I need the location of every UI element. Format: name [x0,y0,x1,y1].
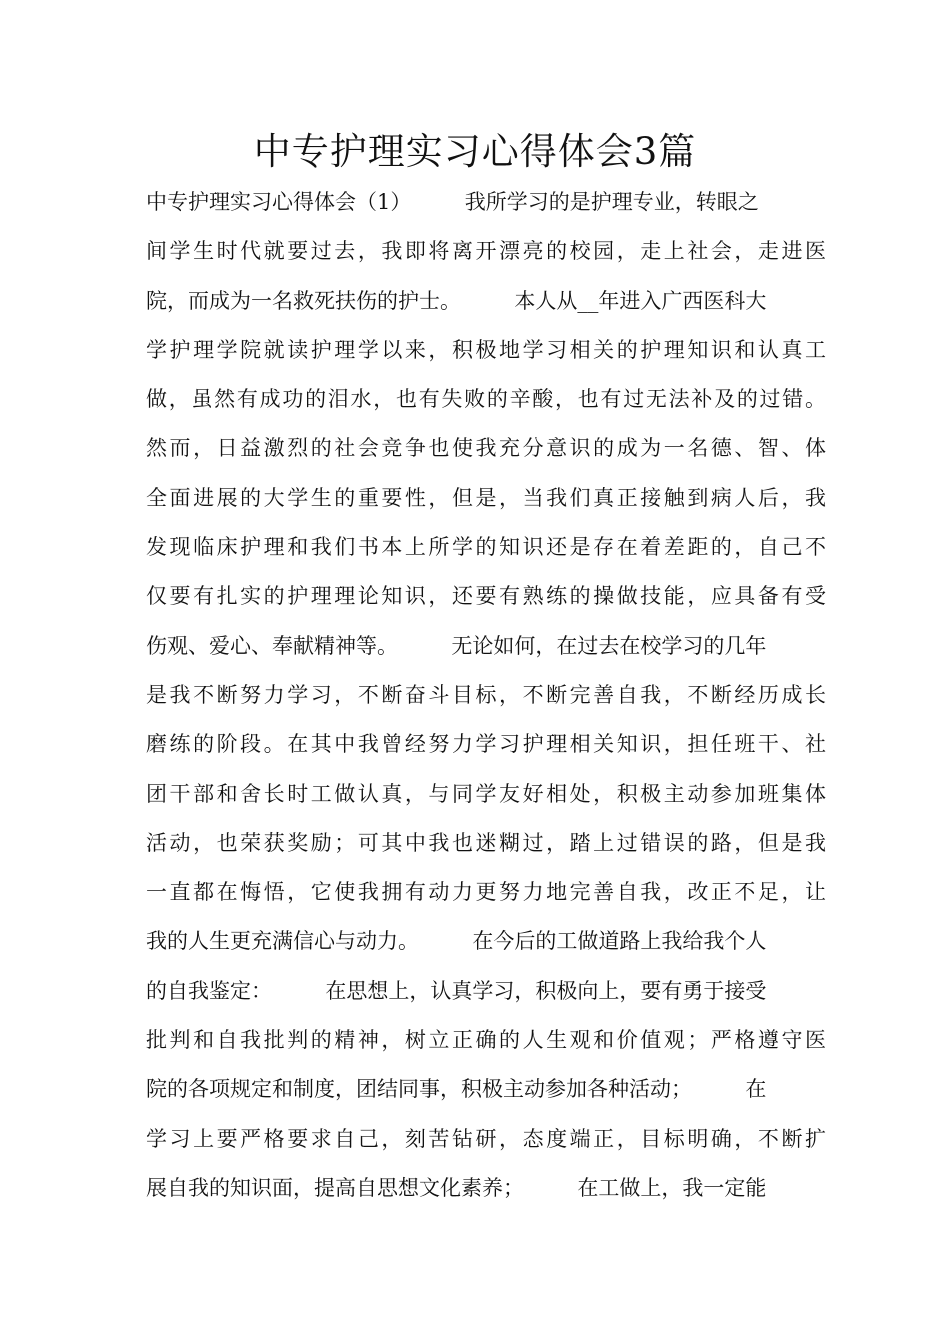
body-line: 仅要有扎实的护理理论知识，还要有熟练的操做技能，应具备有受 [146,584,826,609]
body-line: 活动，也荣获奖励；可其中我也迷糊过，踏上过错误的路，但是我 [146,830,826,855]
body-line: 一直都在悔悟，它使我拥有动力更努力地完善自我，改正不足，让 [146,880,826,905]
body-line: 中专护理实习心得体会（1） 我所学习的是护理专业，转眼之 [146,190,759,214]
body-line: 的自我鉴定： 在思想上，认真学习，积极向上，要有勇于接受 [146,978,767,1003]
body-line: 间学生时代就要过去，我即将离开漂亮的校园，走上社会，走进医 [146,239,826,264]
body-line: 做，虽然有成功的泪水，也有失败的辛酸，也有过无法补及的过错。 [146,387,826,412]
body-line: 然而，日益激烈的社会竞争也使我充分意识的成为一名德、智、体 [146,436,826,461]
body-line: 我的人生更充满信心与动力。 在今后的工做道路上我给我个人 [146,929,767,954]
document-title: 中专护理实习心得体会3篇 [253,130,697,173]
body-line: 全面进展的大学生的重要性，但是，当我们真正接触到病人后，我 [146,485,826,510]
document-body [146,178,826,1213]
body-line: 伤观、爱心、奉献精神等。 无论如何，在过去在校学习的几年 [146,633,767,658]
body-line: 院，而成为一名救死扶伤的护士。 本人从__年进入广西医科大 [146,288,767,313]
body-line: 磨练的阶段。在其中我曾经努力学习护理相关知识，担任班干、社 [146,732,826,757]
body-line: 展自我的知识面，提高自思想文化素养； 在工做上，我一定能 [146,1175,767,1200]
body-line: 批判和自我批判的精神，树立正确的人生观和价值观；严格遵守医 [146,1028,826,1053]
body-line: 是我不断努力学习，不断奋斗目标，不断完善自我，不断经历成长 [146,682,826,707]
body-line: 学习上要严格要求自己，刻苦钻研，态度端正，目标明确，不断扩 [146,1126,826,1151]
body-line: 发现临床护理和我们书本上所学的知识还是存在着差距的，自己不 [146,535,826,560]
body-line: 院的各项规定和制度，团结同事，积极主动参加各种活动； 在 [146,1077,767,1102]
body-line: 团干部和舍长时工做认真，与同学友好相处，积极主动参加班集体 [146,781,826,806]
body-line: 学护理学院就读护理学以来，积极地学习相关的护理知识和认真工 [146,337,826,362]
